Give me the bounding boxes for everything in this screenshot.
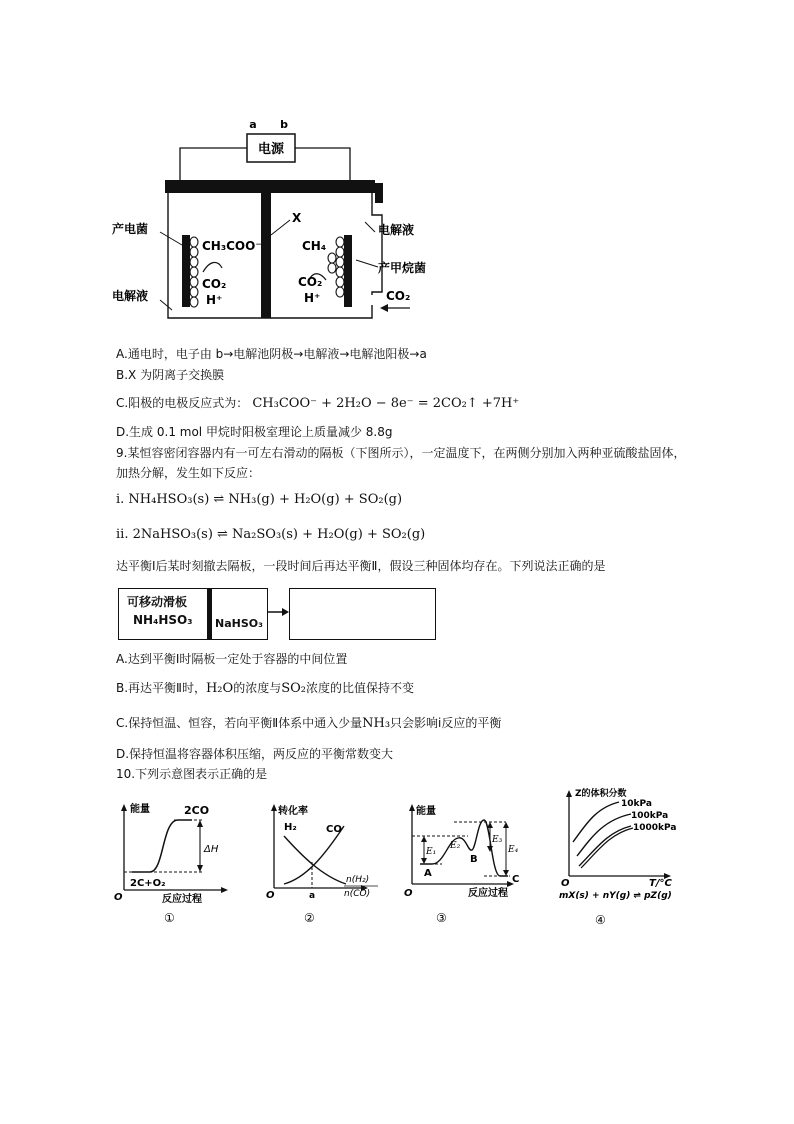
q8-option-c <box>116 394 519 413</box>
q9-option-b-so2: SO₂ <box>281 681 306 696</box>
q9-option-c <box>116 714 501 733</box>
label-left-bacteria: 产电菌 <box>112 222 149 236</box>
box-left-label-2: NH₄HSO₃ <box>133 613 193 627</box>
box-right-label: NaHSO₃ <box>215 617 263 630</box>
g1-number: ① <box>164 911 175 925</box>
graph-1 <box>112 800 240 928</box>
g1-top-label: 2CO <box>184 804 210 817</box>
terminal-a: a <box>249 118 257 131</box>
g3-C: C <box>512 874 520 885</box>
g4-p1: 10kPa <box>621 799 652 809</box>
label-right-bacteria: 产甲烷菌 <box>378 261 427 275</box>
g3-e1: E₁ <box>426 847 437 857</box>
g2-a-label: a <box>309 891 316 901</box>
box-left-label-1: 可移动滑板 <box>127 595 188 609</box>
left-species-co2: CO₂ <box>202 277 227 291</box>
label-left-electrolyte: 电解液 <box>112 289 149 303</box>
q9-reaction-ii: ⅱ. 2NaHSO₃(s) ⇌ Na₂SO₃(s) + H₂O(g) + SO₂(g) <box>116 527 426 542</box>
g2-x-numerator: n(H₂) <box>346 875 370 885</box>
g3-e3: E₃ <box>492 835 503 845</box>
left-species-h: H⁺ <box>206 293 223 307</box>
q10-stem: 10.下列示意图表示正确的是 <box>116 767 268 781</box>
q8-option-d: D.生成 0.1 mol 甲烷时阳极室理论上质量减少 8.8g <box>116 425 393 439</box>
q8-option-c-formula: CH₃COO⁻ + 2H₂O − 8e⁻ = 2CO₂↑ +7H⁺ <box>252 396 520 411</box>
arrow-right-icon <box>268 605 290 619</box>
graph-2 <box>262 800 382 928</box>
terminal-b: b <box>280 118 288 131</box>
right-species-co2: CO₂ <box>298 275 323 289</box>
q9-stem-line2: 加热分解，发生如下反应： <box>116 466 261 480</box>
g2-number: ② <box>304 911 315 925</box>
g4-p2: 100kPa <box>631 811 669 821</box>
sliding-partition <box>207 589 212 639</box>
g3-ylabel: 能量 <box>416 806 436 817</box>
g4-ylabel: Z的体积分数 <box>575 789 627 799</box>
graph-4 <box>555 782 685 930</box>
q9-option-c-nh3: NH₃ <box>362 716 391 731</box>
q9-option-b-2: 的浓度与 <box>233 681 282 695</box>
container-diagram <box>118 588 268 640</box>
g3-e4: E₄ <box>508 845 519 855</box>
q9-stem-line1: 9.某恒容密闭容器内有一可左右滑动的隔板（下图所示），一定温度下，在两侧分别加入两种亚硫酸盐固体， <box>116 446 686 460</box>
label-co2-inlet: CO₂ <box>386 289 411 303</box>
q9-option-b-1: B.再达平衡Ⅱ时， <box>116 681 206 695</box>
q8-option-a: A.通电时，电子由 b→电解池阴极→电解液→电解池阳极→a <box>116 347 427 361</box>
g3-origin: O <box>404 888 413 899</box>
g1-ylabel: 能量 <box>130 804 150 815</box>
g2-ylabel: 转化率 <box>278 806 308 817</box>
g1-bottom-label: 2C+O₂ <box>130 878 166 889</box>
q9-option-c-2: 只会影响ⅰ反应的平衡 <box>390 716 502 730</box>
q9-option-b-3: 浓度的比值保持不变 <box>305 681 414 695</box>
g3-number: ③ <box>436 911 447 925</box>
g3-B: B <box>470 854 478 865</box>
q9-stem-line3: 达平衡Ⅰ后某时刻撤去隔板，一段时间后再达平衡Ⅱ，假设三种固体均存在。下列说法正确的是 <box>116 559 606 573</box>
electrolysis-cell-diagram <box>110 110 430 335</box>
label-right-electrolyte: 电解液 <box>378 223 415 237</box>
q9-option-a: A.达到平衡Ⅰ时隔板一定处于容器的中间位置 <box>116 652 348 666</box>
q9-reaction-i: ⅰ. NH₄HSO₃(s) ⇌ NH₃(g) + H₂O(g) + SO₂(g) <box>116 492 403 507</box>
g1-dh-label: ΔH <box>204 844 219 855</box>
graph-3 <box>402 800 532 928</box>
g2-x-denominator: n(CO) <box>344 889 371 899</box>
g2-co-label: CO <box>326 824 342 835</box>
g4-p3: 1000kPa <box>633 823 677 833</box>
q9-option-d: D.保持恒温将容器体积压缩，两反应的平衡常数变大 <box>116 747 394 761</box>
g3-e2: E₂ <box>450 841 461 851</box>
q9-option-c-1: C.保持恒温、恒容，若向平衡Ⅱ体系中通入少量 <box>116 716 363 730</box>
g2-origin: O <box>266 890 275 901</box>
g4-equation: mX(s) + nY(g) ⇌ pZ(g) <box>559 891 672 901</box>
q9-option-b <box>116 679 414 698</box>
g4-xlabel: T/°C <box>649 878 672 889</box>
g3-xlabel: 反应过程 <box>468 888 508 899</box>
g4-origin: O <box>561 878 570 889</box>
right-species-ch4: CH₄ <box>302 239 327 253</box>
empty-container-box <box>289 588 436 640</box>
q9-option-b-h2o: H₂O <box>205 681 234 696</box>
right-species-h: H⁺ <box>304 291 321 305</box>
q8-option-c-text: C.阳极的电极反应式为： <box>116 396 249 410</box>
power-label: 电源 <box>257 142 285 157</box>
g3-A: A <box>424 868 432 879</box>
label-membrane-x: X <box>292 211 302 225</box>
g1-origin: O <box>114 892 123 903</box>
q8-option-b: B.X 为阴离子交换膜 <box>116 368 225 382</box>
left-species-acetate: CH₃COO⁻ <box>202 239 262 253</box>
g1-xlabel: 反应过程 <box>162 894 202 905</box>
g4-number: ④ <box>595 913 606 927</box>
g2-h2-label: H₂ <box>284 822 297 833</box>
